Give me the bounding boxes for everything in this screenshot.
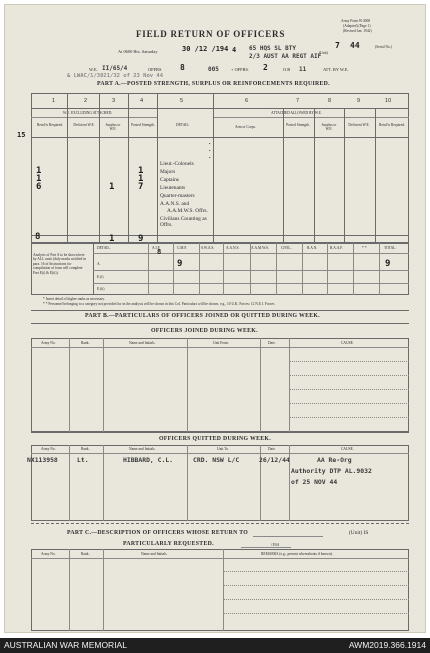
part-c-date: /194	[271, 542, 279, 547]
part-b-title: PART B.—PARTICULARS OF OFFICERS JOINED OR QUITTED DURING WEEK.	[85, 313, 320, 319]
col1-val-3: 6	[36, 182, 42, 192]
col4-val-2: 1	[138, 174, 144, 184]
quitted-cause-3: of 25 NOV 44	[291, 478, 338, 486]
col4-val-1: 1	[138, 166, 144, 176]
total-col1: 8	[35, 232, 41, 242]
analysis-col-other: * *	[362, 246, 367, 250]
joined-col-unit: Unit From.	[213, 341, 229, 345]
quitted-cause-1: AA Re-Org	[317, 456, 352, 464]
at-text: At 0600 Hrs. Saturday	[118, 49, 158, 54]
offrs-label: OFFRS	[148, 67, 162, 72]
offrs-value: 8	[180, 63, 185, 72]
total-col3: 1	[109, 234, 115, 244]
ob-label: O.B	[283, 67, 291, 72]
analysis-row-e1: E.(i)	[97, 275, 104, 279]
rank-captain: Captains	[160, 177, 179, 183]
rank-civilians: Civilians Counting as Offrs.	[160, 216, 207, 228]
c-col-army: Army No.	[41, 552, 56, 556]
rank-aamws: A.A.M.W.S. Offrs.	[167, 208, 208, 214]
analysis-col-cmf: C.M.F.	[177, 246, 187, 250]
footnote-2: * * Personnel belonging to a category not provided for in the analysis will be shown in this Col. Particulars will be shown, e.g., 10 U.K. Forces; 12 N.E.I. Forces	[43, 302, 275, 306]
quitted-col-name: Name and Initials.	[129, 447, 156, 451]
analysis-cmf-value: 9	[177, 259, 183, 269]
col-num-3: 3	[112, 98, 116, 104]
h-posted2: Posted Strength.	[286, 123, 310, 127]
analysis-col-raaf: R.A.A.F.	[330, 246, 343, 250]
serial-label: (Serial No.)	[375, 45, 392, 49]
h-deficient2: Deficient W.E.	[348, 123, 370, 127]
footer-right: AWM2019.366.1914	[348, 640, 426, 650]
at-date: 30 /12 /194	[182, 45, 229, 53]
group-we-excl: W.E. EXCLUDING ATTACHED.	[63, 111, 113, 115]
col-num-1: 1	[52, 98, 56, 104]
h-reinfts: Reinf'ts Required.	[37, 123, 63, 127]
col-num-4: 4	[140, 98, 144, 104]
quitted-unit-to: CRD. NSW L/C	[193, 456, 240, 464]
col-num-7: 7	[296, 98, 300, 104]
part-a-title: PART A.—POSTED STRENGTH, SURPLUS OR REINFORCEMENTS REQUIRED.	[97, 81, 330, 87]
rank-qm: Quarter-masters	[160, 193, 195, 199]
joined-col-army: Army No.	[41, 341, 56, 345]
rank-major: Majors	[160, 169, 176, 175]
analysis-col-total: TOTAL.	[384, 246, 397, 250]
quitted-col-date: Date.	[268, 447, 276, 451]
unit-label: (Unit)	[319, 51, 328, 55]
c-col-remarks: REMARKS (e.g., present whereabouts if known).	[261, 552, 333, 556]
h-detail: DETAIL.	[176, 123, 190, 127]
h-posted: Posted Strength.	[131, 123, 155, 127]
col-num-2: 2	[84, 98, 88, 104]
unit-stamp-2: 2/3 AUST AA REGT AIF	[249, 53, 322, 60]
quitted-col-army: Army No.	[41, 447, 56, 451]
h-reinfts2: Reinf'ts Required.	[379, 123, 405, 127]
analysis-col-aamws: A.A.M.W.S.	[251, 246, 269, 250]
at-year: 4	[232, 46, 237, 54]
part-c-table	[31, 549, 409, 631]
col-num-9: 9	[357, 98, 361, 104]
h-surplus: Surplus to W.E.	[105, 123, 121, 131]
analysis-col-civil: CIVIL.	[281, 246, 292, 250]
plus-offrs: + OFFRS.	[231, 67, 250, 72]
col-num-5: 5	[180, 98, 184, 104]
unit-stamp-1: 65 HQS SL BTY	[249, 45, 296, 52]
quitted-date: 26/12/44	[259, 456, 290, 464]
col-num-6: 6	[245, 98, 249, 104]
joined-col-name: Name and Initials.	[129, 341, 156, 345]
we-label: W.E.	[89, 67, 98, 72]
analysis-row-a: A.	[97, 262, 101, 266]
form-ref-3: (Revised Jan. 1942)	[343, 29, 372, 33]
footer-bar	[0, 638, 430, 653]
analysis-col-swas: S.W.A.S.	[201, 246, 215, 250]
c-col-rank: Rank.	[81, 552, 90, 556]
rank-lieutenant: Lieutenants	[160, 185, 186, 191]
quitted-army-no: NX113958	[27, 456, 58, 464]
col3-val-1: 1	[109, 182, 115, 192]
form-ref-1: Army Form W.3008	[341, 19, 371, 23]
rank-lt-col: Lieut.-Colonels	[160, 161, 194, 167]
col1-val-2: 1	[36, 174, 42, 184]
we-value: II/65/4	[102, 65, 128, 72]
serial-year: 44	[350, 41, 360, 50]
margin-mark: 15	[17, 131, 26, 139]
quitted-name: HIBBARD, C.L.	[123, 456, 174, 464]
part-c-requested: PARTICULARLY REQUESTED.	[123, 541, 214, 547]
col4-val-3: 7	[138, 182, 144, 192]
quitted-col-unit: Unit To.	[217, 447, 229, 451]
quitted-col-rank: Rank.	[81, 447, 90, 451]
analysis-col-ran: R.A.N.	[307, 246, 318, 250]
analysis-total-value: 9	[385, 259, 391, 269]
line-stamp: & LWAC/1/3021/32 of 23 Nov 44	[67, 73, 164, 79]
h-surplus2: Surplus to W.E.	[321, 123, 337, 131]
analysis-aif-value: 8	[157, 248, 162, 256]
form-title: FIELD RETURN OF OFFICERS	[136, 29, 286, 39]
att-label: ATT. BY W.E.	[323, 67, 349, 72]
quitted-rank: Lt.	[77, 456, 89, 464]
analysis-detail: DETAIL.	[97, 246, 111, 250]
analysis-row-e2: E.(ii)	[97, 287, 105, 291]
col-num-8: 8	[328, 98, 332, 104]
quitted-title: OFFICERS QUITTED DURING WEEK.	[159, 436, 271, 442]
analysis-col-aans: A.A.N.S.	[226, 246, 240, 250]
total-col4: 9	[138, 234, 144, 244]
rank-aans: A.A.N.S. and	[160, 201, 190, 207]
offrs3-value: 2	[263, 63, 268, 72]
h-deficient: Deficient W.E.	[73, 123, 95, 127]
serial-hand: 7	[335, 41, 340, 50]
h-arms: Arm or Corps.	[235, 125, 256, 129]
joined-title: OFFICERS JOINED DURING WEEK.	[151, 328, 258, 334]
footnote-1: * Insert detail of higher ranks as necessary.	[43, 297, 105, 301]
part-c-title: PART C.—DESCRIPTION OF OFFICERS WHOSE RETURN TO	[67, 530, 249, 536]
quitted-col-cause: CAUSE.	[341, 447, 354, 451]
form-ref-2: (Adapted) (Page 1)	[343, 24, 371, 28]
group-attached: ATTACHED ALLOWED BY W.E.	[271, 111, 322, 115]
joined-col-rank: Rank.	[81, 341, 90, 345]
analysis-note: Analysis of Part A to be shown here by ALL units (duly marks notified in para. 16 of Instructions for compilation of form will complete Part E(i) & E(ii)).	[33, 253, 86, 275]
c-col-name: Name and Initials.	[141, 552, 168, 556]
offrs2-value: 005	[208, 66, 219, 73]
ob-value: 11	[299, 66, 307, 73]
part-a-table	[31, 93, 409, 243]
form-sheet: Army Form W.3008 (Adapted) (Page 1) (Revised Jan. 1942) FIELD RETURN OF OFFICERS At 0600 Hrs. Saturday 30 /12 /194 4 65 HQS SL BTY 2/3 AUST AA REGT AIF (Unit) 7 44 (Serial No.) W.E. II/65/4 OFFRS 8 005 + OFFRS. 2 O.B 11 ATT. BY W.E. & LWAC/1/3021/32 of 23 Nov 44 PART A.—POSTED STRENGTH, SURPLUS OR REINFORCEMENTS REQUIRED. 1 2 3 4 5 6 7 8 9 10 W.E. EXCLUDING ATTACHED. ATTACHED ALLOWED BY W.E. Reinf'ts Required. Deficient W.E. Surplus to W.E. Posted Strength. DETAIL. Arm or Corps. Posted Strength. Surplus to W.E. Deficient W.E. Reinf'ts Required. • • • Lieut.-Colonels Majors Captains Lieutenants Quarter-masters A.A.N.S. and A.A.M.W.S. Offrs. Civilians Counting as Offrs. 15 1 1 6 1 1 1 7 8 1 9 Analysis of Part A to be shown here by ALL units (duly marks notified in para. 16 of Instructions for compilation of form will complete Part E(i) & E(ii)). DETAIL. A. E.(i) E.(ii) A.I.F. C.M.F. S.W.A.S. A.A.N.S. A.A.M.W.S. CIVIL. R.A.N. R.A.A.F. * * TOTAL. 8 9 9 * Insert detail of higher ranks as necessary. * * Personnel belonging to a category not provided for in the analysis will be shown in this Col. Particulars will be shown, e.g., 10 U.K. Forces; 12 N.E.I. Forces PART B.—PARTICULARS OF OFFICERS JOINED OR QUITTED DURING WEEK. OFFICERS JOINED DURING WEEK. Army No. Rank. Name and Initials. Unit From. Date. CAUSE. OFFICERS QUITTED DURING WEEK. Army No. Rank. Name and Initials. Unit To. Date. CAUSE. NX113958 Lt. HIBBARD, C.L. CRD. NSW L/C 26/12/44 AA Re-Org Authority DTP AL.9032 of 25 NOV 44 PART C.—DESCRIPTION OF OFFICERS WHOSE RETURN TO (Unit) IS PARTICULARLY REQUESTED. /194 Army No. Rank. Name and Initials. REMARKS (e.g., present whereabouts if known).	[4, 4, 426, 633]
joined-col-date: Date.	[268, 341, 276, 345]
quitted-cause-2: Authority DTP AL.9032	[291, 467, 372, 475]
col-num-10: 10	[385, 98, 392, 104]
footer-left: AUSTRALIAN WAR MEMORIAL	[4, 640, 127, 650]
joined-col-cause: CAUSE.	[341, 341, 354, 345]
part-c-unit-is: (Unit) IS	[349, 530, 369, 536]
col1-val-1: 1	[36, 166, 42, 176]
analysis-col-aif: A.I.F.	[152, 246, 161, 250]
